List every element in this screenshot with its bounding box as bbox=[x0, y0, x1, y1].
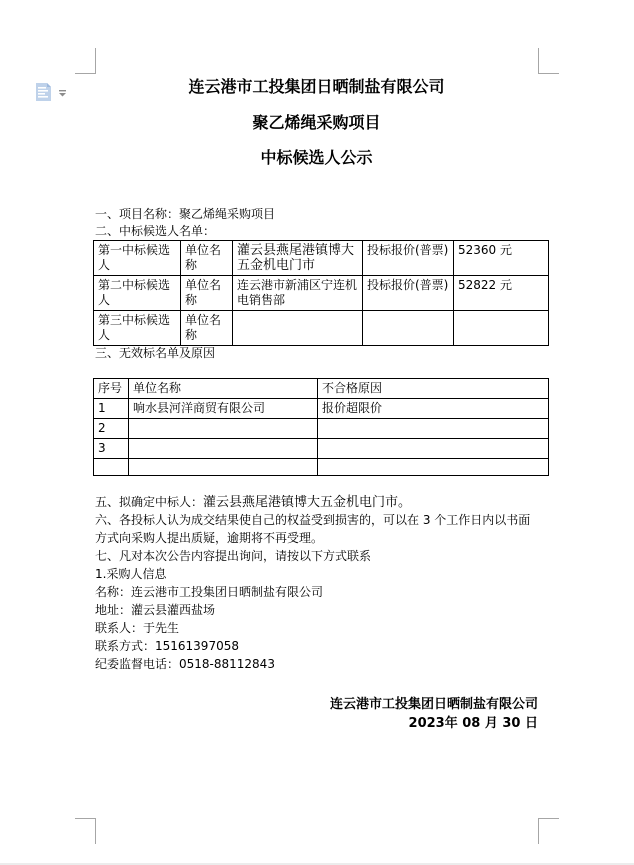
price-value bbox=[454, 311, 549, 346]
table-row bbox=[94, 241, 549, 276]
section-winner bbox=[95, 493, 539, 512]
buyer-info-label: 1.采购人信息 bbox=[95, 567, 167, 581]
invalid-bids-table bbox=[93, 378, 549, 476]
seq-cell: 3 bbox=[94, 439, 129, 459]
table-row bbox=[94, 459, 549, 476]
crop-mark-top-right bbox=[538, 48, 559, 74]
table-row bbox=[94, 399, 549, 419]
candidate-company bbox=[233, 311, 363, 346]
table-row bbox=[94, 311, 549, 346]
header-seq: 序号 bbox=[94, 379, 129, 399]
document-title-project: 聚乙烯绳采购项目 bbox=[252, 113, 381, 132]
table-row bbox=[94, 276, 549, 311]
price-label bbox=[363, 311, 454, 346]
price-value: 52822 元 bbox=[454, 276, 549, 311]
contact-person: 联系人：于先生 bbox=[95, 621, 180, 635]
unit-name-label: 单位名称 bbox=[181, 241, 233, 276]
winner-prefix: 五、拟确定中标人： bbox=[95, 495, 204, 509]
section-objection: 六、各投标人认为成交结果使自己的权益受到损害的，可以在 3 个工作日内以书面方式向采购人提出质疑，逾期将不再受理。 bbox=[95, 513, 531, 545]
reason-cell bbox=[318, 439, 549, 459]
section-contact-heading: 七、凡对本次公告内容提出询问，请按以下方式联系 bbox=[95, 549, 372, 563]
seq-cell: 1 bbox=[94, 399, 129, 419]
contact-phone: 联系方式：15161397058 bbox=[95, 639, 239, 653]
supervision-phone: 纪委监督电话：0518-88112843 bbox=[95, 657, 275, 671]
price-label: 投标报价(普票) bbox=[363, 276, 454, 311]
header-unit: 单位名称 bbox=[129, 379, 318, 399]
crop-mark-bottom-left bbox=[75, 818, 96, 844]
table-header-row bbox=[94, 379, 549, 399]
section-candidates-heading: 二、中标候选人名单： bbox=[95, 224, 216, 238]
candidate-rank: 第二中标候选人 bbox=[94, 276, 181, 311]
chevron-down-icon bbox=[59, 90, 66, 97]
seq-cell bbox=[94, 459, 129, 476]
signature-company: 连云港市工投集团日晒制盐有限公司 bbox=[329, 697, 538, 712]
seq-cell: 2 bbox=[94, 419, 129, 439]
crop-mark-top-left bbox=[75, 48, 96, 74]
section-invalid-heading: 三、无效标名单及原因 bbox=[95, 346, 216, 360]
buyer-name: 名称：连云港市工投集团日晒制盐有限公司 bbox=[95, 585, 324, 599]
reason-cell bbox=[318, 419, 549, 439]
buyer-address: 地址：灌云县灌西盐场 bbox=[95, 603, 216, 617]
unit-cell bbox=[129, 419, 318, 439]
document-title-company: 连云港市工投集团日晒制盐有限公司 bbox=[188, 77, 445, 96]
crop-mark-bottom-right bbox=[538, 818, 559, 844]
unit-cell bbox=[129, 459, 318, 476]
reason-cell: 报价超限价 bbox=[318, 399, 549, 419]
header-reason: 不合格原因 bbox=[318, 379, 549, 399]
price-value: 52360 元 bbox=[454, 241, 549, 276]
table-row bbox=[94, 419, 549, 439]
paste-options-button[interactable] bbox=[33, 81, 69, 105]
unit-cell: 响水县河洋商贸有限公司 bbox=[129, 399, 318, 419]
candidates-table bbox=[93, 240, 549, 346]
candidate-company: 灌云县燕尾港镇博大五金机电门市 bbox=[233, 241, 363, 276]
unit-name-label: 单位名称 bbox=[181, 311, 233, 346]
section-project-name: 一、项目名称：聚乙烯绳采购项目 bbox=[95, 207, 276, 221]
signature-date: 2023年 08 月 30 日 bbox=[408, 716, 538, 731]
unit-name-label: 单位名称 bbox=[181, 276, 233, 311]
candidate-rank: 第三中标候选人 bbox=[94, 311, 181, 346]
document-title-announcement: 中标候选人公示 bbox=[260, 148, 373, 167]
unit-cell bbox=[129, 439, 318, 459]
winner-company: 灌云县燕尾港镇博大五金机电门市。 bbox=[203, 495, 412, 510]
table-row bbox=[94, 439, 549, 459]
paste-options-icon bbox=[33, 81, 69, 105]
candidate-company: 连云港市新浦区宁连机电销售部 bbox=[233, 276, 363, 311]
price-label: 投标报价(普票) bbox=[363, 241, 454, 276]
reason-cell bbox=[318, 459, 549, 476]
candidate-rank: 第一中标候选人 bbox=[94, 241, 181, 276]
